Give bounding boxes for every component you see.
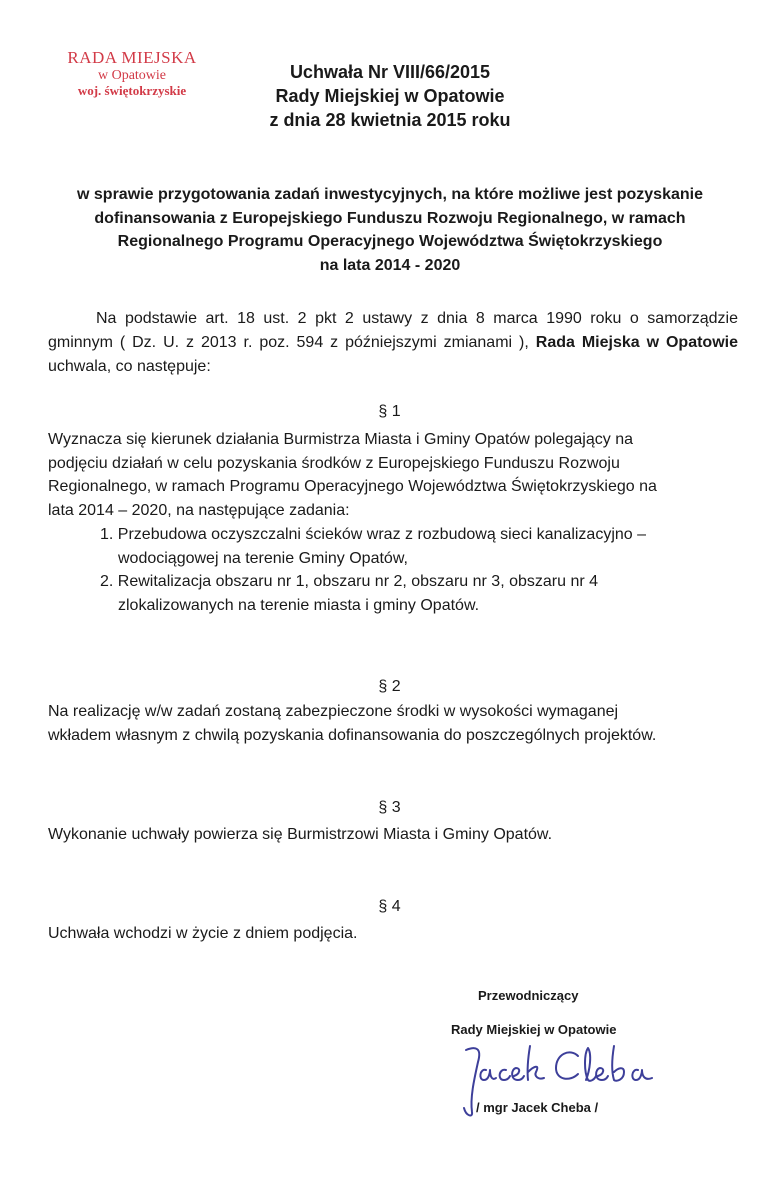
section-1-mark: § 1	[378, 403, 401, 420]
stamp-line-1: RADA MIEJSKA	[67, 48, 197, 67]
section-4-mark: § 4	[378, 898, 401, 915]
subject-line-2: dofinansowania z Europejskiego Funduszu Rozwoju Regionalnego, w ramach	[94, 209, 686, 227]
section-3-mark: § 3	[378, 799, 401, 816]
section-1-line-4: lata 2014 – 2020, na następujące zadania:	[48, 501, 350, 519]
subject-line-3: Regionalnego Programu Operacyjnego Województwa Świętokrzyskiego	[117, 233, 663, 250]
section-2-mark: § 2	[378, 678, 401, 695]
section-4-body: Uchwała wchodzi w życie z dniem podjęcia.	[48, 925, 358, 942]
signature-council: Rady Miejskiej w Opatowie	[451, 1022, 617, 1037]
legal-basis-end: uchwala, co następuje:	[48, 358, 211, 375]
section-1-line-2: podjęciu działań w celu pozyskania środków z Europejskiego Funduszu Rozwoju	[48, 454, 620, 472]
title-council: Rady Miejskiej w Opatowie	[275, 86, 505, 106]
signature-role: Przewodniczący	[478, 988, 579, 1003]
title-date: z dnia 28 kwietnia 2015 roku	[269, 110, 511, 130]
subject-line-4: na lata 2014 - 2020	[319, 256, 461, 274]
section-3-body: Wykonanie uchwały powierza się Burmistrzowi Miasta i Gminy Opatów.	[48, 826, 553, 843]
section-2-body: Na realizację w/w zadań zostaną zabezpieczone środki w wysokości wymaganej wkładem własnym z chwilą pozyskania dofinansowania do poszczególnych projektów.	[48, 703, 657, 744]
stamp-line-3: woj. świętokrzyskie	[77, 82, 187, 98]
stamp-line-2: w Opatowie	[97, 67, 167, 83]
legal-basis	[48, 307, 738, 379]
section-1-line-1: Wyznacza się kierunek działania Burmistrza Miasta i Gminy Opatów polegający na	[48, 431, 633, 448]
subject-line-1: w sprawie przygotowania zadań inwestycyjnych, na które możliwe jest pozyskanie	[77, 186, 703, 203]
list-item: 1. Przebudowa oczyszczalni ścieków wraz z rozbudową sieci kanalizacyjno – wodociągowej na terenie Gminy Opatów,	[100, 526, 647, 567]
list-item: 2. Rewitalizacja obszaru nr 1, obszaru nr 2, obszaru nr 3, obszaru nr 4 zlokalizowanych na terenie miasta i gminy Opatów.	[100, 573, 599, 614]
signature-name: / mgr Jacek Cheba /	[476, 1100, 599, 1115]
section-1-body	[48, 428, 748, 522]
task-list	[100, 523, 646, 617]
title-number: Uchwała Nr VIII/66/2015	[289, 62, 491, 82]
council-stamp	[42, 48, 222, 99]
legal-basis-bold: Rada Miejska w Opatowie	[535, 334, 738, 351]
resolution-title	[200, 60, 580, 132]
resolution-subject	[30, 183, 750, 277]
legal-basis-text: Na podstawie art. 18 ust. 2 pkt 2 ustawy z dnia 8 marca 1990 roku o samorządzie gminnym ( Dz. U. z 2013 r. poz. 594 z późniejszymi zmianami ),	[48, 310, 738, 351]
section-1-line-3: Regionalnego, w ramach Programu Operacyjnego Województwa Świętokrzyskiego na	[48, 478, 657, 495]
